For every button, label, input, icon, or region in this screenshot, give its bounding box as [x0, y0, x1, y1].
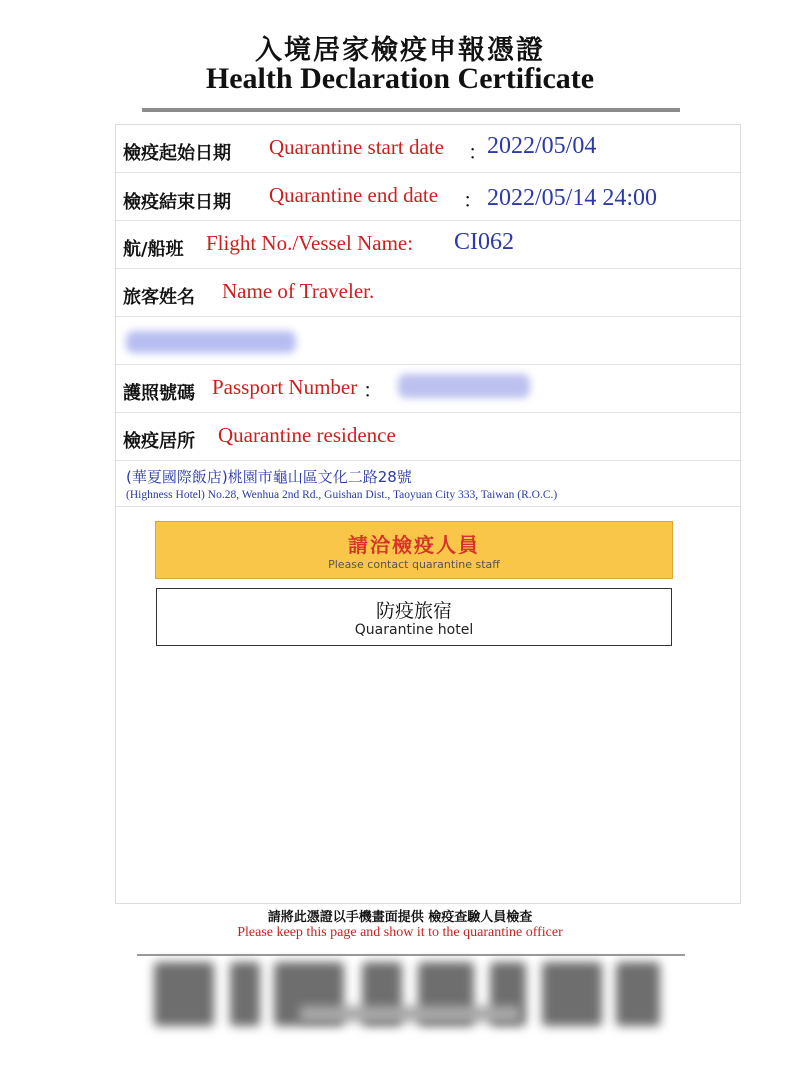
barcode-bar — [542, 962, 602, 1026]
title-divider — [142, 108, 680, 112]
hotel-text-zh: 防疫旅宿 — [375, 600, 452, 622]
start-date-label-en: Quarantine start date — [269, 135, 444, 159]
barcode-bar — [154, 962, 214, 1026]
contact-staff-banner — [155, 521, 673, 579]
start-date-value: 2022/05/04 — [487, 133, 597, 159]
address-zh: (華夏國際飯店)桃園市龜山區文化二路28號 — [126, 468, 412, 486]
passport-label-zh: 護照號碼 — [123, 383, 195, 404]
end-date-value: 2022/05/14 24:00 — [487, 185, 658, 211]
traveler-label-en: Name of Traveler. — [222, 279, 375, 303]
start-date-label-zh: 檢疫起始日期 — [123, 143, 231, 164]
flight-label-en: Flight No./Vessel Name: — [206, 231, 414, 255]
redacted-passport-number — [398, 374, 530, 398]
banner-text-en: Please contact quarantine staff — [328, 558, 500, 571]
page-title-zh: 入境居家檢疫申報憑證 — [255, 35, 545, 66]
start-date-colon: ： — [468, 142, 488, 164]
footer-note-zh: 請將此憑證以手機畫面提供 檢疫查驗人員檢查 — [267, 910, 533, 925]
redacted-name — [126, 331, 296, 353]
flight-value: CI062 — [454, 229, 514, 255]
residence-label-zh: 檢疫居所 — [123, 431, 195, 452]
row-start-date — [116, 125, 740, 173]
redacted-barcode-number — [300, 1006, 520, 1022]
row-end-date — [116, 173, 740, 221]
banner-text-zh: 請洽檢疫人員 — [348, 533, 480, 557]
row-traveler-name-value — [116, 317, 740, 365]
row-residence — [116, 413, 740, 461]
hotel-text-en: Quarantine hotel — [354, 622, 474, 638]
row-flight — [116, 221, 740, 269]
barcode-bar — [230, 962, 260, 1026]
footer-note-en: Please keep this page and show it to the quarantine officer — [237, 925, 563, 940]
traveler-label-zh: 旅客姓名 — [123, 287, 195, 308]
quarantine-hotel-box — [156, 588, 672, 646]
passport-colon: ： — [363, 380, 383, 402]
footer-divider — [137, 954, 685, 956]
barcode-bar — [616, 962, 660, 1026]
passport-label-en: Passport Number — [212, 375, 358, 399]
end-date-colon: ： — [463, 190, 483, 212]
address-en: (Highness Hotel) No.28, Wenhua 2nd Rd., Guishan Dist., Taoyuan City 333, Taiwan (R.O.C.) — [126, 489, 558, 501]
row-passport — [116, 365, 740, 413]
page-title-en: Health Declaration Certificate — [205, 62, 595, 95]
redacted-barcode — [150, 962, 670, 1044]
flight-label-zh: 航/船班 — [123, 239, 184, 260]
certificate-card — [115, 124, 741, 904]
row-traveler-name — [116, 269, 740, 317]
residence-label-en: Quarantine residence — [218, 423, 396, 447]
end-date-label-zh: 檢疫結束日期 — [123, 192, 231, 213]
end-date-label-en: Quarantine end date — [269, 183, 439, 207]
